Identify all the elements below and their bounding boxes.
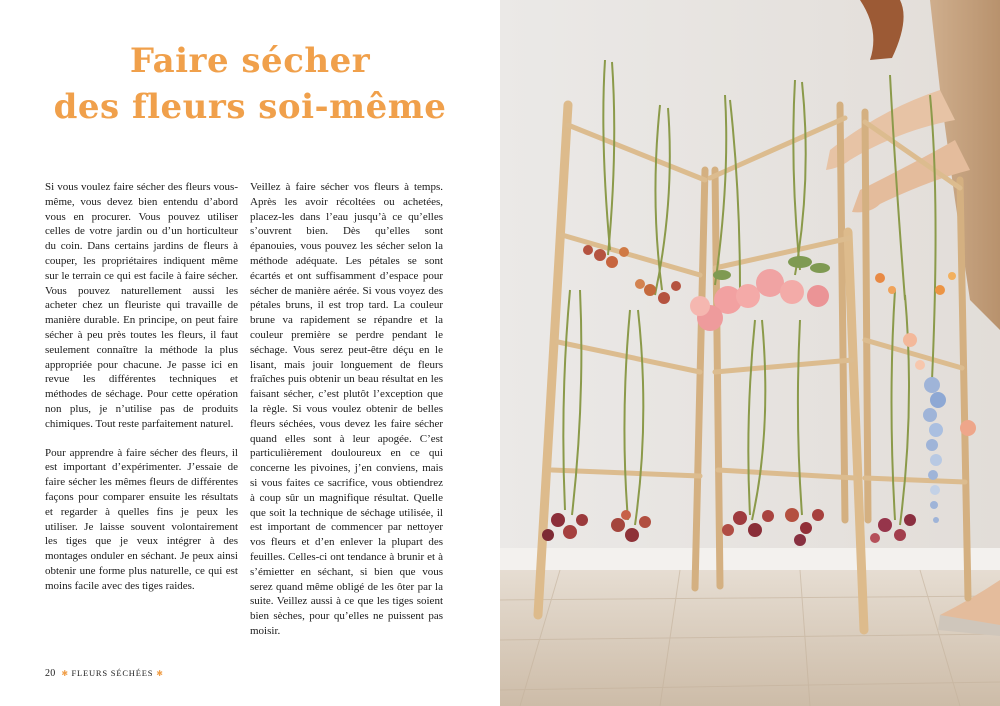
- baseboard: [500, 548, 1000, 570]
- drying-rack-photo: [500, 0, 1000, 706]
- text-column-right: [250, 180, 443, 639]
- page-number: 20: [45, 668, 56, 679]
- star-ornament-icon: ✱: [156, 669, 164, 678]
- paragraph: Pour apprendre à faire sécher des fleurs, il est important d’expérimenter. J’essaie de faire sécher les mêmes fleurs de différentes façons pour comparer ensuite les résultats et regarder à quelles fins je peux les utiliser. Je laisse souvent volontairement les tiges que je veux intégrer à des montages onduler en séchant. Je peux ainsi obtenir une forme plus naturelle, ce qui est moins facile avec des tiges raides.: [45, 446, 238, 592]
- photo-page: [500, 0, 1000, 706]
- title-line-2: des fleurs soi-même: [53, 87, 447, 127]
- paragraph: Veillez à faire sécher vos fleurs à temps. Après les avoir récoltées ou achetées, placez-les dans l’eau jusqu’à ce qu’elles s’ouvrent bien. Dès qu’elles sont épanouies, vous pouvez les sécher selon la méthode adéquate. Les pétales se sont écartés et ont suffisamment d’espace pour sécher de manière aérée. Si vous voyez des pétales bruns, il est trop tard. La couleur brune va rapidement se répandre et la couleur première se perdre pendant le séchage. Vous serez peut-être déçu en le lisant, mais jouir longuement de fleurs fraîches puis obtenir un beau résultat en les faisant sécher, c’est plutôt l’exception que la règle. Si vous voulez obtenir de belles fleurs séchées, vous devez les faire sécher quand elles sont à leur apogée. C’est particulièrement douloureux en ce qui concerne les pivoines, j’en conviens, mais si vous faites ce sacrifice, vous obtiendrez à coup sûr un magnifique résultat. Quelle que soit la technique de séchage utilisée, il est important de commencer par nettoyer vos fleurs et d’en enlever la plupart des feuilles. Celles-ci ont tendance à brunir et à s’émietter en séchant, si bien que vous serez quand même obligé de les ôter par la suite. Veillez aussi à ce que les tiges soient bien sèches, pour qu’elles ne puissent pas moisir.: [250, 181, 443, 637]
- section-name: FLEURS SÉCHÉES: [71, 668, 154, 678]
- page-title: [30, 38, 470, 130]
- text-column-left: [45, 180, 238, 594]
- title-line-1: Faire sécher: [129, 41, 371, 81]
- page-footer: [45, 668, 166, 679]
- star-ornament-icon: ✱: [61, 669, 69, 678]
- paragraph: Si vous voulez faire sécher des fleurs vous-même, vous devez bien entendu d’abord vous en procurer. Vous pouvez utiliser celles de votre jardin ou d’un horticulteur du coin. Dans certains jardins de fleurs à couper, les propriétaires indiquent même sur le terrain ce qui est facile à faire sécher. Vous pouvez naturellement aussi les acheter chez un fleuriste qui travaille de manière durable. En principe, on peut faire sécher à peu près toutes les fleurs, il faut seulement connaître la méthode la plus appropriée pour chacune. Je passe ici en revue les différentes techniques et méthodes de séchage. Pour cette opération non plus, je n’utilise pas de produits chimiques. Tout reste parfaitement naturel.: [45, 181, 238, 430]
